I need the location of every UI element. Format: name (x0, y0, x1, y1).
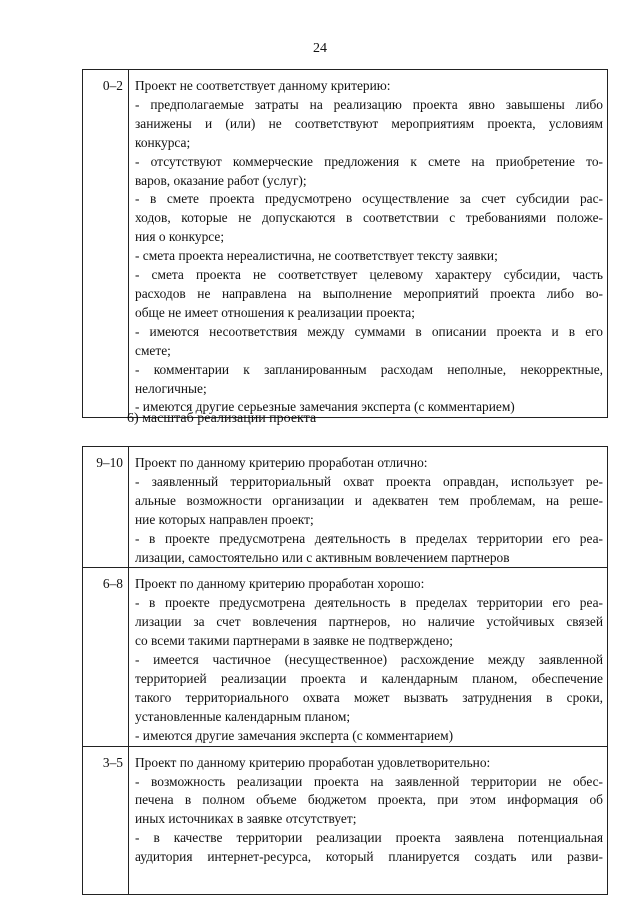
text-line: смете; (135, 342, 171, 358)
criteria-table-scale (82, 446, 608, 895)
description-cell (129, 746, 608, 894)
text-line: нелогичные; (135, 380, 207, 396)
text-line: занижены и (или) не соответствуют мероприятиям проекта, условиям (135, 115, 603, 131)
score-cell: 0–2 (83, 70, 129, 418)
text-line: - в проекте предусмотрена деятельность в пределах территории его реа- (135, 595, 603, 611)
text-line: конкурса; (135, 134, 191, 150)
text-line: - имеется частичное (несущественное) расхождение между заявленной (135, 652, 603, 668)
text-line: расходов не направлена на выполнение мероприятий проекта либо во- (135, 285, 603, 301)
text-line: лизации, самостоятельно или с активным вовлечением партнеров (135, 549, 510, 565)
text-line: Проект по данному критерию проработан удовлетворительно: (135, 754, 491, 770)
text-line: - заявленный территориальный охват проекта оправдан, использует ре- (135, 473, 603, 489)
description-cell (129, 568, 608, 746)
text-line: ходов, которые не допускаются в соответствии с требованиями положе- (135, 210, 603, 226)
text-line: - в проекте предусмотрена деятельность в пределах территории его реа- (135, 530, 603, 546)
text-line: - в качестве территории реализации проекта заявлена потенциальная (135, 830, 603, 846)
description-cell (129, 447, 608, 568)
score-cell: 9–10 (83, 447, 129, 568)
text-line: лизации за счет вовлечения партнеров, но наличие устойчивых связей (135, 614, 603, 630)
text-line: - отсутствуют коммерческие предложения к смете на приобретение то- (135, 153, 603, 169)
text-line: установленные календарным планом; (135, 708, 351, 724)
text-line: обще не имеет отношения к реализации проекта; (135, 304, 415, 320)
text-line: иных источниках в заявке отсутствует; (135, 811, 357, 827)
text-line: - имеются другие замечания эксперта (с комментарием) (135, 727, 454, 743)
text-line: аудитория интернет-ресурса, который планируется создать или разви- (135, 849, 603, 865)
text-line: - имеются другие серьезные замечания эксперта (с комментарием) (135, 399, 515, 415)
table-row (83, 70, 608, 418)
text-line: ния о конкурсе; (135, 229, 225, 245)
text-line: Проект не соответствует данному критерию: (135, 78, 391, 93)
text-line: такого территориального охвата может вызвать затруднения в сроки, (135, 689, 603, 705)
section-heading: 6) масштаб реализации проекта (127, 411, 317, 426)
score-cell: 3–5 (83, 746, 129, 894)
text-line: ние которых направлен проект; (135, 511, 314, 527)
text-line: - в смете проекта предусмотрено осуществление за счет субсидии рас- (135, 191, 603, 207)
score-cell: 6–8 (83, 568, 129, 746)
table-row (83, 568, 608, 746)
text-line: варов, оказание работ (услуг); (135, 172, 307, 188)
text-line: - смета проекта не соответствует целевому характеру субсидии, часть (135, 267, 603, 283)
text-line: альные возможности организации и адекватен тем проблемам, на реше- (135, 492, 603, 508)
text-line: - возможность реализации проекта на заявленной территории не обес- (135, 773, 603, 789)
text-line: - предполагаемые затраты на реализацию проекта явно завышены либо (135, 96, 603, 112)
table-row (83, 447, 608, 568)
text-line: Проект по данному критерию проработан отлично: (135, 455, 428, 470)
text-line: - смета проекта нереалистична, не соответствует тексту заявки; (135, 248, 498, 264)
text-line: - комментарии к запланированным расходам неполные, некорректные, (135, 361, 603, 377)
description-cell (129, 70, 608, 418)
text-line: Проект по данному критерию проработан хорошо: (135, 576, 425, 592)
text-line: - имеются несоответствия между суммами в описании проекта и в его (135, 323, 603, 339)
text-line: территорией реализации проекта и календарным планом, обеспечение (135, 670, 603, 686)
text-line: со всеми такими партнерами в заявке не подтверждено; (135, 633, 454, 649)
criteria-table-budget (82, 69, 608, 418)
table-row (83, 746, 608, 894)
page-number: 24 (313, 41, 327, 56)
text-line: печена в полном объеме бюджетом проекта, при этом информация об (135, 792, 603, 808)
